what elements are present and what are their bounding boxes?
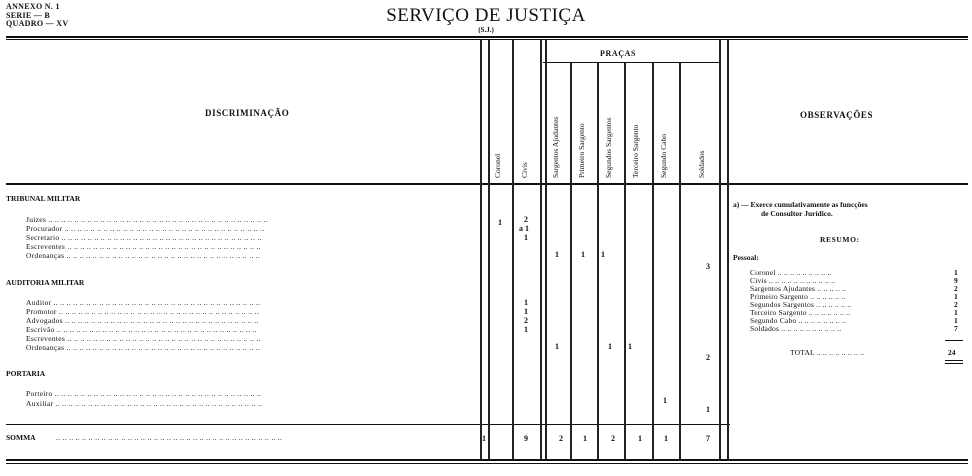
terceiro-sargento-header: Terceiro Sargento (631, 124, 640, 178)
dot-leader: .. .. .. .. .. .. .. .. .. .. .. .. .. .. .. .. .. .. .. .. .. .. .. .. .. .. .. .. .. .. .. (59, 233, 262, 242)
pessoal-label: Pessoal: (733, 253, 759, 262)
row-label: Ordenanças (26, 343, 65, 352)
cell-value: 1 (524, 325, 528, 334)
section-auditoria-militar: AUDITORIA MILITAR (6, 278, 85, 287)
total-soldados: 7 (706, 434, 710, 443)
cell-value: a 1 (519, 224, 529, 233)
dot-leader: .. .. .. .. .. .. .. .. .. .. .. .. .. .. .. .. .. .. .. .. .. .. .. .. .. .. .. .. .. .. (65, 242, 261, 251)
cell-value: 1 (581, 250, 585, 259)
summary-item: Terceiro Sargento .. .. .. .. .. .. .. (750, 308, 851, 317)
summary-item: Segundo Cabo .. .. .. .. .. .. .. .. (750, 316, 847, 325)
cell-value: 1 (608, 342, 612, 351)
somma-top-rule (6, 424, 730, 425)
row-label: Secretario (26, 233, 60, 242)
col-line (679, 63, 681, 459)
summary-item: Segundos Sargentos .. .. .. .. .. .. (750, 300, 852, 309)
civis-header: Civis (520, 162, 529, 178)
row-label: Ordenanças (26, 251, 65, 260)
cell-value: 1 (663, 396, 667, 405)
row-label: Escreventes (26, 242, 66, 251)
total-primeiro-sargento: 1 (583, 434, 587, 443)
summary-value: 2 (954, 284, 958, 293)
top-rule (6, 36, 968, 38)
top-rule-thin (6, 39, 968, 40)
summary-item: Coronel .. .. .. .. .. .. .. .. .. (750, 268, 832, 277)
cell-value: 1 (524, 298, 528, 307)
row-label: Advogados (26, 316, 63, 325)
summary-item: Sargentos Ajudantes .. .. .. .. .. (750, 284, 847, 293)
cell-value: 1 (628, 342, 632, 351)
row-escrivao (26, 325, 257, 334)
row-juizes (26, 215, 268, 224)
note-line: de Consultor Jurídico. (761, 209, 833, 218)
table-number: QUADRO — XV (6, 19, 69, 28)
col-line (624, 63, 626, 459)
observation-note (733, 200, 868, 218)
dot-leader: .. .. .. .. .. .. .. .. .. .. .. .. .. .. .. .. .. .. .. .. .. .. .. .. .. .. .. .. .. .. .. .. (52, 389, 262, 398)
row-label: Juizes (26, 215, 47, 224)
row-label: Promotor (26, 307, 57, 316)
row-label: Escrivão (26, 325, 55, 334)
pracas-header: PRAÇAS (600, 49, 637, 58)
row-label: Porteiro (26, 389, 53, 398)
row-ordenancas (26, 251, 260, 260)
summary-item: Soldados .. .. .. .. .. .. .. .. .. .. (750, 324, 842, 333)
col-line (512, 40, 514, 459)
col-line (652, 63, 654, 459)
row-auxiliar (26, 399, 262, 408)
summary-value: 2 (954, 300, 958, 309)
col-line (727, 40, 729, 459)
row-procurador (26, 224, 265, 233)
row-label: Procurador (26, 224, 63, 233)
cell-value: 1 (498, 218, 502, 227)
summary-item: Primeiro Sargento .. .. .. .. .. .. (750, 292, 846, 301)
summary-value: 9 (954, 276, 958, 285)
row-label: Escreventes (26, 334, 66, 343)
cell-value: 1 (524, 307, 528, 316)
summary-value: 1 (954, 316, 958, 325)
dot-leader: .. .. .. .. .. .. .. .. .. .. .. .. .. .. .. .. .. .. .. .. .. .. .. .. .. .. .. .. .. .. (65, 334, 261, 343)
observacoes-header: OBSERVAÇÕES (800, 110, 874, 120)
col-line (540, 40, 542, 459)
row-advogados (26, 316, 259, 325)
segundos-sargentos-header: Segundos Sargentos (604, 117, 613, 178)
document-subtitle: (S.J.) (478, 26, 494, 34)
cell-value: 1 (706, 405, 710, 414)
col-line (480, 40, 482, 459)
row-promotor (26, 307, 259, 316)
row-escreventes (26, 242, 261, 251)
row-porteiro (26, 389, 261, 398)
annex-number: ANNEXO N. 1 (6, 2, 60, 11)
total-label: TOTAL .. .. .. .. .. .. .. .. (790, 348, 865, 357)
document-title: SERVIÇO DE JUSTIÇA (386, 5, 586, 26)
total-segundos-sargentos: 2 (611, 434, 615, 443)
summary-value: 1 (954, 308, 958, 317)
cell-value: 2 (706, 353, 710, 362)
dot-leader: .. .. .. .. .. .. .. .. .. .. .. .. .. .. .. .. .. .. .. .. .. .. .. .. .. .. .. .. .. .. .. .. .. .. (46, 215, 268, 224)
coronel-header: Coronel (493, 153, 502, 178)
total-sargentos-ajudantes: 2 (559, 434, 563, 443)
row-ordenancas (26, 343, 260, 352)
cell-value: 3 (706, 262, 710, 271)
row-label: Auxiliar (26, 399, 54, 408)
summary-value: 7 (954, 324, 958, 333)
dot-leader: .. .. .. .. .. .. .. .. .. .. .. .. .. .. .. .. .. .. .. .. .. .. .. .. .. .. .. .. .. .. .. .. (53, 399, 263, 408)
series-label: SERIE — B (6, 10, 51, 20)
row-auditor (26, 298, 260, 307)
total-rule-bottom (945, 363, 963, 364)
soldados-header: Soldados (697, 150, 706, 178)
cell-value: 1 (555, 342, 559, 351)
row-label: Auditor (26, 298, 52, 307)
cell-value: 2 (524, 215, 528, 224)
total-civis: 9 (524, 434, 528, 443)
summary-item: Civis .. .. .. .. .. .. .. .. .. .. .. (750, 276, 836, 285)
sargentos-ajudantes-header: Sargentos Ajudantes (551, 116, 560, 178)
summary-value: 1 (954, 268, 958, 277)
section-tribunal-militar: TRIBUNAL MILITAR (6, 194, 81, 203)
total-rule (945, 340, 963, 341)
bottom-rule-thin (6, 463, 968, 464)
summary-value: 1 (954, 292, 958, 301)
total-rule-bottom (945, 360, 963, 361)
col-line (597, 63, 599, 459)
col-line (719, 40, 721, 459)
section-portaria: PORTARIA (6, 369, 46, 378)
dot-leader: .. .. .. .. .. .. .. .. .. .. .. .. .. .. .. .. .. .. .. .. .. .. .. .. .. .. .. .. .. .. (64, 251, 261, 260)
discriminacao-header: DISCRIMINAÇÃO (205, 108, 290, 118)
resumo-heading: RESUMO: (820, 235, 860, 244)
somma-dot-leader: .. .. .. .. .. .. .. .. .. .. .. .. .. .. .. .. .. .. .. .. .. .. .. .. .. .. .. .. .. .. .. .. .. .. .. (56, 433, 283, 442)
total-coronel: 1 (482, 434, 486, 443)
primeiro-sargento-header: Primeiro Sargento (577, 123, 586, 178)
dot-leader: .. .. .. .. .. .. .. .. .. .. .. .. .. .. .. .. .. .. .. .. .. .. .. .. .. .. .. .. .. .. .. (54, 325, 257, 334)
dot-leader: .. .. .. .. .. .. .. .. .. .. .. .. .. .. .. .. .. .. .. .. .. .. .. .. .. .. .. .. .. .. (62, 316, 259, 325)
note-line: a) — Exerce cumulativamente as funcções (733, 200, 868, 209)
bottom-rule (6, 459, 968, 461)
dot-leader: .. .. .. .. .. .. .. .. .. .. .. .. .. .. .. .. .. .. .. .. .. .. .. .. .. .. .. .. .. .. (64, 343, 261, 352)
dot-leader: .. .. .. .. .. .. .. .. .. .. .. .. .. .. .. .. .. .. .. .. .. .. .. .. .. .. .. .. .. .. .. (62, 224, 265, 233)
dot-leader: .. .. .. .. .. .. .. .. .. .. .. .. .. .. .. .. .. .. .. .. .. .. .. .. .. .. .. .. .. .. .. .. (51, 298, 261, 307)
dot-leader: .. .. .. .. .. .. .. .. .. .. .. .. .. .. .. .. .. .. .. .. .. .. .. .. .. .. .. .. .. .. .. (56, 307, 260, 316)
section-somma: SOMMA (6, 433, 36, 442)
col-line (488, 40, 490, 459)
total-segundo-cabo: 1 (664, 434, 668, 443)
cell-value: 1 (524, 233, 528, 242)
col-line (570, 63, 572, 459)
cell-value: 1 (601, 250, 605, 259)
total-terceiro-sargento: 1 (638, 434, 642, 443)
cell-value: 2 (524, 316, 528, 325)
cell-value: 1 (555, 250, 559, 259)
row-escreventes (26, 334, 261, 343)
segundo-cabo-header: Segundo Cabo (659, 134, 668, 178)
row-secretario (26, 233, 262, 242)
header-divider (6, 183, 968, 185)
total-value: 24 (948, 348, 956, 357)
